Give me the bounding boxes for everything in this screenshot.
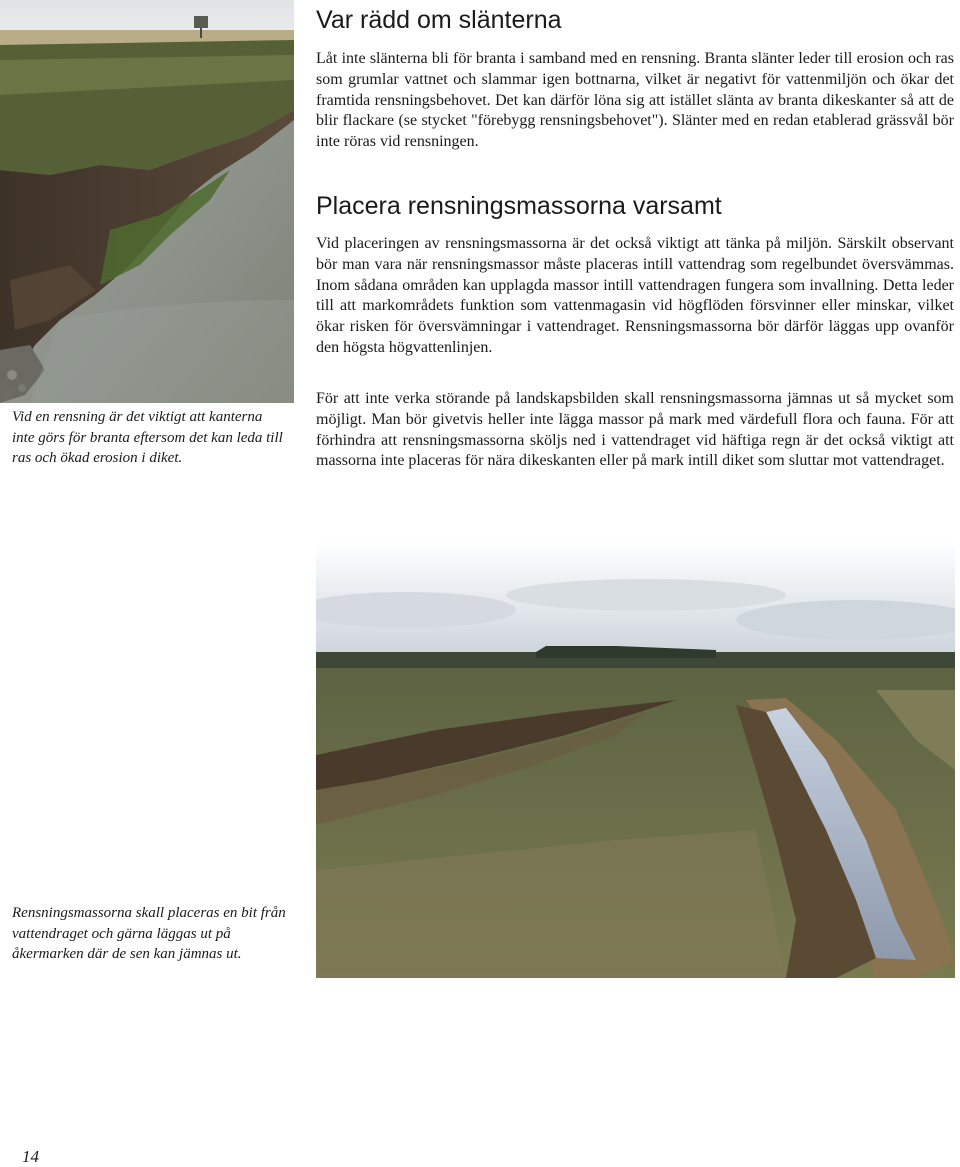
section-heading-placement: Placera rensningsmassorna varsamt [316,192,722,220]
section-paragraph-placement-1: Vid placeringen av rensningsmassorna är det också viktigt att tänka på miljön. Särskilt observant bör man vara när rensningsmassor måste placeras intill vattendrag som regelbundet översvämmas. Inom sådana områden kan upplagda massor intill vattendragen fungera som invallning. Detta leder till att markområdets funktion som vattenmagasin vid högflöden försvinner eller minskar, vilket ökar risken för översvämningar i vattendraget. Rensningsmassorna bör därför läggas upp ovanför den högsta högvattenlinjen. [316,235,954,356]
page-number: 14 [22,1147,39,1166]
section-paragraph-placement-2: För att inte verka störande på landskapsbilden skall rensningsmassorna jämnas ut så mycket som möjligt. Man bör givetvis heller inte lägga massor på mark med värdefull flora och fauna. För att förhindra att rensningsmassorna sköljs ned i vattendraget vid häftiga regn är det också viktigt att massorna inte placeras för nära dikeskanten eller på mark intill diket som sluttar mot vattendraget. [316,390,954,470]
ditch-bank-photo-caption: Vid en rensning är det viktigt att kanterna inte görs för branta eftersom det kan leda till ras och ökad erosion i diket. [12,409,283,466]
field-ditch-photo-caption: Rensningsmassorna skall placeras en bit från vattendraget och gärna läggas ut på åkermarken där de sen kan jämnas ut. [12,905,286,962]
section-paragraph-slopes: Låt inte slänterna bli för branta i samband med en rensning. Branta slänter leder till erosion och ras som grumlar vattnet och slammar igen bottnarna, vilket är negativt för vattenmiljön och ökar det framtida rensningsbehovet. Det kan därför löna sig att istället slänta av branta dikeskanter så att de blir flackare (se stycket "förebygg rensningsbehovet"). Slänter med en redan etablerad grässvål bör inte röras vid rensningen. [316,50,954,151]
section-heading-slopes: Var rädd om slänterna [316,6,562,34]
ditch-bank-photo [0,0,294,403]
field-ditch-photo [316,540,955,978]
